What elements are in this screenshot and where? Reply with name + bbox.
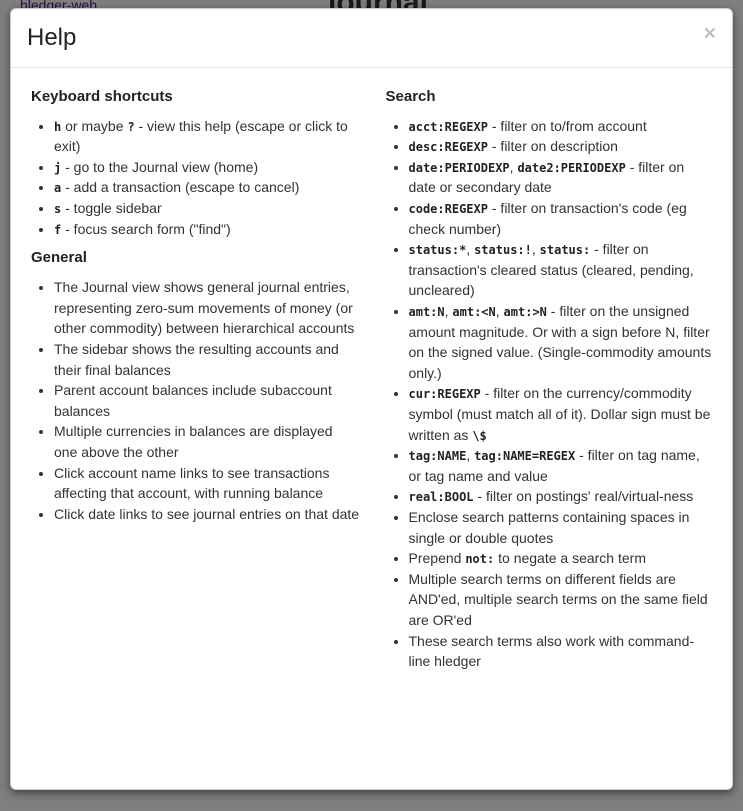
modal-header — [11, 9, 732, 68]
close-icon[interactable]: × — [703, 22, 716, 45]
search-list — [386, 116, 715, 672]
help-list-item: • desc:REGEXP - filter on description — [409, 136, 715, 157]
code-term: acct:REGEXP — [408, 119, 488, 134]
section-heading-general: General — [31, 249, 87, 267]
code-term: amt:N — [408, 305, 445, 320]
help-list-item: • tag:NAME, tag:NAME=REGEX - filter on tag name, or tag name and value — [409, 445, 715, 486]
modal-title: Help — [27, 24, 77, 51]
right-column — [386, 78, 715, 682]
code-term: h — [54, 119, 62, 134]
help-list-item: • These search terms also work with command-line hledger — [409, 631, 715, 672]
code-term: date:PERIODEXP — [408, 160, 510, 175]
code-term: f — [54, 222, 62, 237]
help-list-item: • Multiple currencies in balances are displayed one above the other — [54, 421, 360, 462]
keyboard-shortcuts-list — [31, 116, 360, 240]
code-term: date2:PERIODEXP — [517, 160, 626, 175]
code-term: ? — [127, 119, 135, 134]
help-list-item: • Multiple search terms on different fields are AND'ed, multiple search terms on the same field are OR'ed — [409, 569, 715, 631]
code-term: a — [54, 181, 62, 196]
help-list-item: • s - toggle sidebar — [54, 198, 360, 219]
help-list-item: • amt:N, amt:<N, amt:>N - filter on the unsigned amount magnitude. Or with a sign before N, filter on the signed value. (Single-commodity amounts only.) — [409, 301, 715, 383]
help-list-item: • Click date links to see journal entries on that date — [54, 504, 360, 525]
help-list-item: • Parent account balances include subaccount balances — [54, 380, 360, 421]
code-term: status:* — [408, 243, 467, 258]
code-term: amt:<N — [452, 305, 496, 320]
section-heading-search: Search — [385, 87, 436, 105]
help-list-item: • Click account name links to see transactions affecting that account, with running balance — [54, 463, 360, 504]
help-list-item: • a - add a transaction (escape to cancel) — [54, 177, 360, 198]
code-term: real:BOOL — [408, 490, 474, 505]
code-term: code:REGEXP — [408, 202, 488, 217]
code-term: amt:>N — [503, 305, 547, 320]
general-list — [31, 277, 360, 524]
help-list-item: • f - focus search form ("find") — [54, 219, 360, 240]
help-list-item: • The sidebar shows the resulting accounts and their final balances — [54, 339, 360, 380]
help-modal — [10, 8, 733, 790]
help-list-item: • h or maybe ? - view this help (escape or click to exit) — [54, 116, 360, 157]
code-term: desc:REGEXP — [408, 140, 488, 155]
code-term: s — [54, 202, 62, 217]
code-term: status: — [539, 243, 591, 258]
help-list-item: • status:*, status:!, status: - filter on transaction's cleared status (cleared, pending, uncleared) — [409, 239, 715, 301]
help-list-item: • Enclose search patterns containing spaces in single or double quotes — [409, 507, 715, 548]
code-term: status:! — [474, 243, 532, 258]
code-term: tag:NAME — [408, 449, 467, 464]
section-heading-keyboard-shortcuts: Keyboard shortcuts — [31, 87, 173, 105]
help-list-item: • Prepend not: to negate a search term — [409, 548, 715, 569]
help-list-item: • real:BOOL - filter on postings' real/virtual-ness — [409, 486, 715, 507]
modal-body — [11, 68, 732, 697]
help-list-item: • code:REGEXP - filter on transaction's code (eg check number) — [409, 198, 715, 239]
help-list-item: • j - go to the Journal view (home) — [54, 157, 360, 178]
help-list-item: • acct:REGEXP - filter on to/from account — [409, 116, 715, 137]
code-term: cur:REGEXP — [408, 387, 481, 402]
code-term: j — [54, 160, 62, 175]
code-term: tag:NAME=REGEX — [474, 449, 576, 464]
help-list-item: • date:PERIODEXP, date2:PERIODEXP - filter on date or secondary date — [409, 157, 715, 198]
help-list-item: • The Journal view shows general journal entries, representing zero-sum movements of money (or other commodity) between hierarchical accounts — [54, 277, 360, 339]
help-list-item: • cur:REGEXP - filter on the currency/commodity symbol (must match all of it). Dollar sign must be written as \$ — [409, 383, 715, 445]
code-term: \$ — [472, 428, 487, 443]
code-term: not: — [465, 552, 495, 567]
left-column — [31, 78, 360, 682]
